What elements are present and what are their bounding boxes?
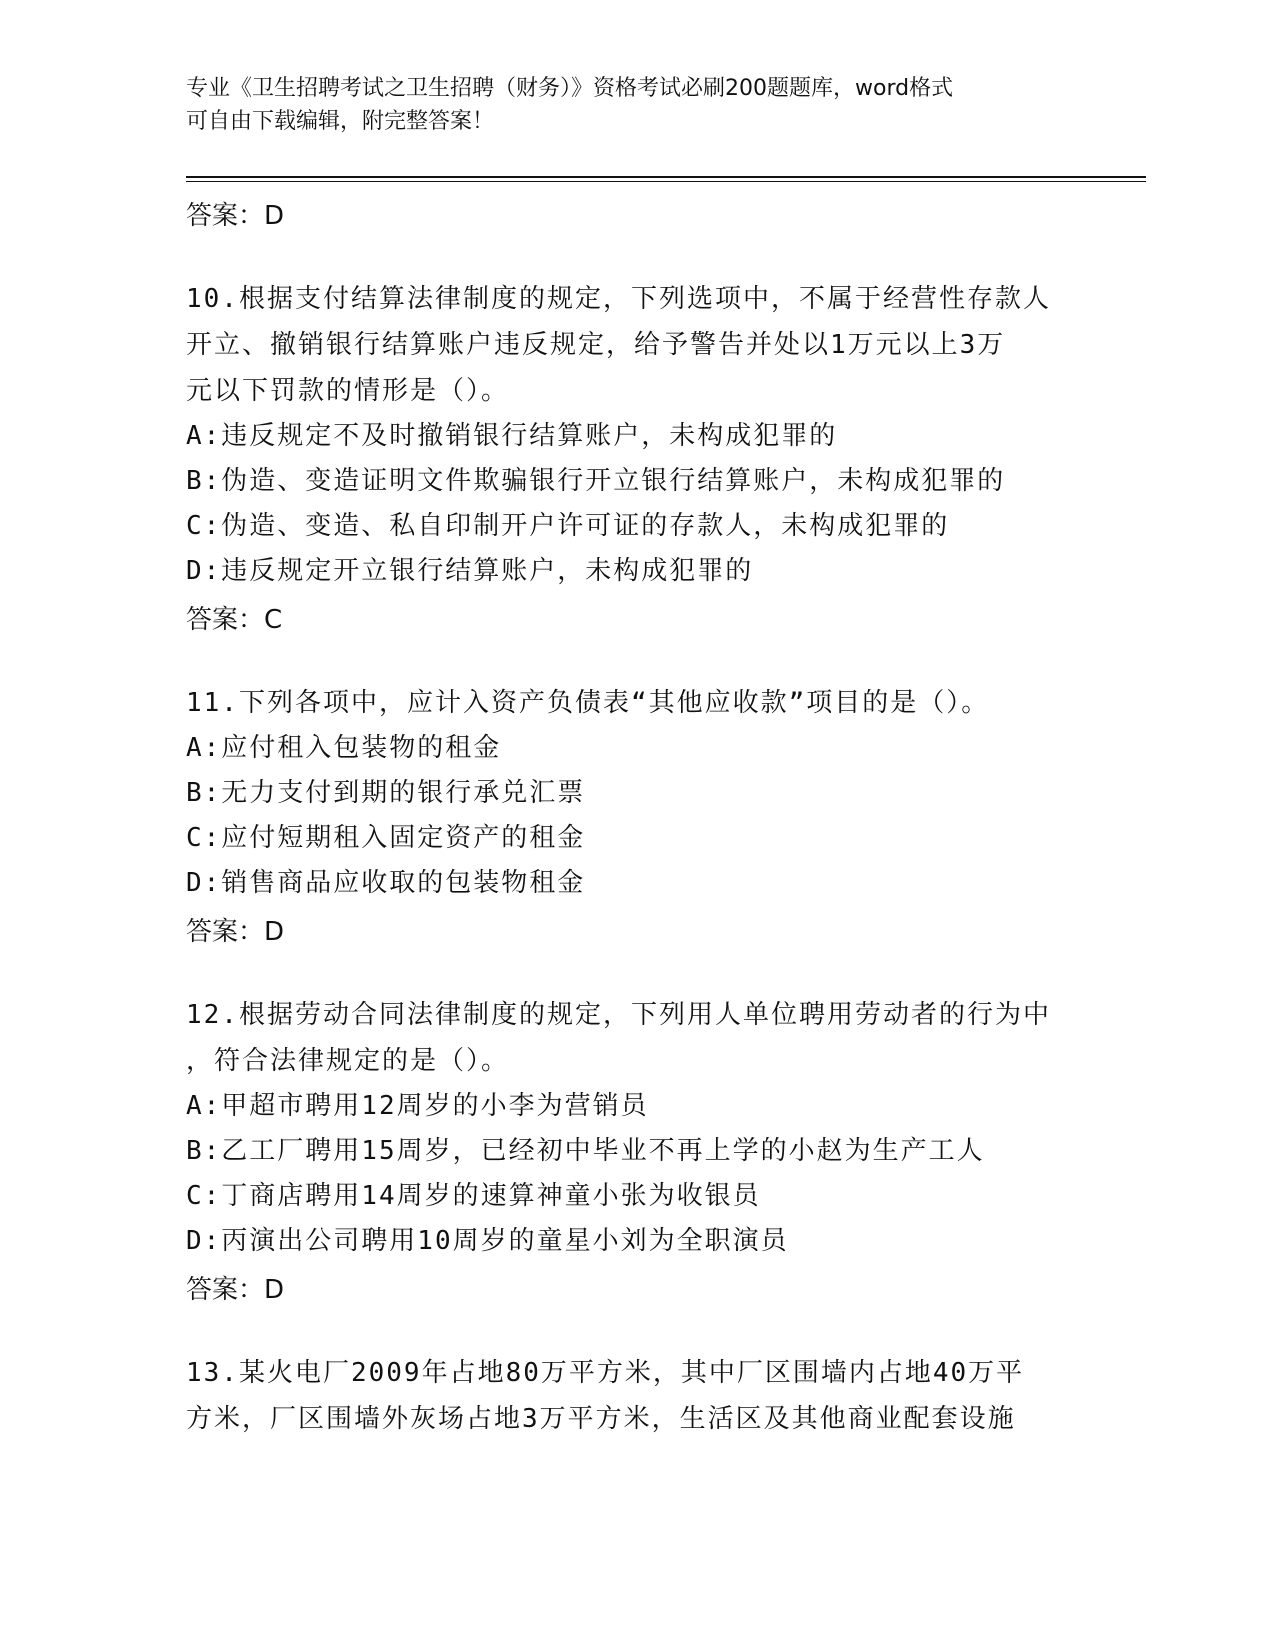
option-c: C:伪造、变造、私自印制开户许可证的存款人，未构成犯罪的: [186, 511, 950, 541]
option-a: A:甲超市聘用12周岁的小李为营销员: [186, 1091, 649, 1121]
question-stem: [186, 992, 1086, 1084]
stem-line: 方米，厂区围墙外灰场占地3万平方米，生活区及其他商业配套设施: [186, 1404, 1016, 1434]
option-b: B:乙工厂聘用15周岁，已经初中毕业不再上学的小赵为生产工人: [186, 1136, 985, 1166]
question-12: [186, 992, 1086, 1310]
question-13: [186, 1350, 1086, 1442]
option-c: C:应付短期租入固定资产的租金: [186, 823, 586, 853]
question-stem: [186, 276, 1086, 414]
stem-line: 元以下罚款的情形是（）。: [186, 376, 510, 406]
question-stem: [186, 1350, 1086, 1442]
answer: 答案：D: [186, 916, 285, 947]
option-a: A:违反规定不及时撤销银行结算账户，未构成犯罪的: [186, 421, 838, 451]
stem-line: 12.根据劳动合同法律制度的规定，下列用人单位聘用劳动者的行为中: [186, 1000, 1051, 1030]
stem-line: 13.某火电厂2009年占地80万平方米，其中厂区围墙内占地40万平: [186, 1358, 1025, 1388]
previous-answer: 答案：D: [186, 200, 285, 231]
answer: 答案：C: [186, 604, 283, 635]
header-line-2: 可自由下载编辑，附完整答案！: [186, 109, 495, 134]
question-11: [186, 680, 1086, 952]
header-line-1: 专业《卫生招聘考试之卫生招聘（财务）》资格考试必刷200题题库，word格式: [186, 76, 954, 101]
option-d: D:违反规定开立银行结算账户，未构成犯罪的: [186, 556, 754, 586]
header-divider-thick: [186, 176, 1146, 178]
question-stem: [186, 680, 1086, 726]
answer: 答案：D: [186, 1274, 285, 1305]
header-divider-thin: [186, 181, 1146, 182]
option-d: D:销售商品应收取的包装物租金: [186, 868, 586, 898]
question-list: [186, 190, 1086, 1442]
stem-line: 10.根据支付结算法律制度的规定，下列选项中，不属于经营性存款人: [186, 284, 1051, 314]
option-d: D:丙演出公司聘用10周岁的童星小刘为全职演员: [186, 1226, 789, 1256]
stem-line: 开立、撤销银行结算账户违反规定，给予警告并处以1万元以上3万: [186, 330, 1006, 360]
option-c: C:丁商店聘用14周岁的速算神童小张为收银员: [186, 1181, 761, 1211]
question-10: [186, 276, 1086, 640]
option-a: A:应付租入包装物的租金: [186, 733, 502, 763]
document-header: [186, 72, 1066, 138]
stem-line: ，符合法律规定的是（）。: [186, 1046, 510, 1076]
stem-line: 11.下列各项中，应计入资产负债表“其他应收款”项目的是（）。: [186, 688, 990, 718]
option-b: B:伪造、变造证明文件欺骗银行开立银行结算账户，未构成犯罪的: [186, 466, 1006, 496]
option-b: B:无力支付到期的银行承兑汇票: [186, 778, 586, 808]
